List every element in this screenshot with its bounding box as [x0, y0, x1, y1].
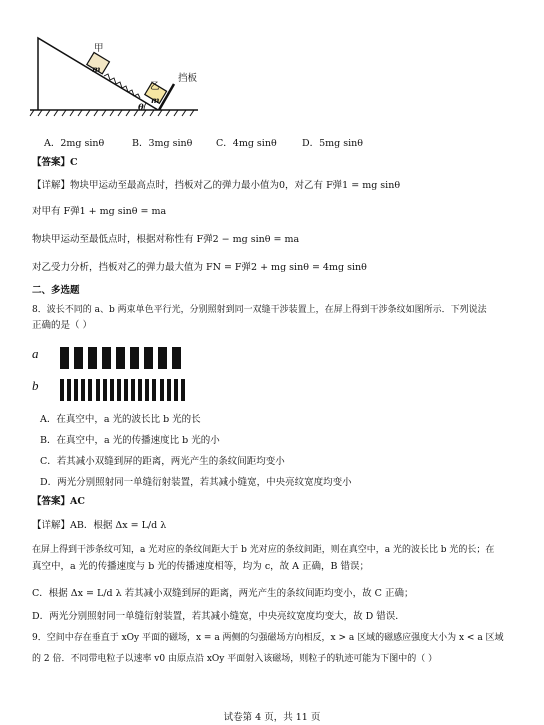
- page-footer: 试卷第 4 页，共 11 页: [223, 712, 321, 723]
- q8-detail-line2: 在屏上得到干涉条纹可知，a 光对应的条纹间距大于 b 光对应的条纹间距，则在真空中，a 光的波长比 b 光的长；在: [32, 545, 495, 555]
- fringe-bar: [67, 379, 71, 401]
- fringe-bar: [160, 379, 164, 401]
- q7-answer: 【答案】C: [32, 157, 78, 168]
- fringe-bar: [144, 347, 153, 369]
- fringe-bar: [88, 347, 97, 369]
- q7-option-b: B．3mg sinθ: [132, 138, 193, 149]
- fringe-bar: [124, 379, 128, 401]
- fringe-bar: [88, 379, 92, 401]
- q8-option-a: A．在真空中，a 光的波长比 b 光的长: [40, 414, 201, 425]
- fringe-bar: [152, 379, 156, 401]
- fringe-bar: [102, 347, 111, 369]
- q8-option-c: C．若其减小双缝到屏的距离，两光产生的条纹间距均变小: [40, 456, 285, 467]
- label-m-jia: m: [92, 64, 101, 74]
- q9-stem-line1: 9．空间中存在垂直于 xOy 平面的磁场，x = a 两侧的匀强磁场方向相反，x > a 区域的磁感应强度大小为 x < a 区域: [32, 633, 504, 643]
- fringe-bar: [74, 379, 78, 401]
- section-title: 二、多选题: [32, 285, 80, 296]
- incline-figure: [28, 34, 228, 124]
- q7-detail-line4: 对乙受力分析，挡板对乙的弹力最大值为 FN = F弹2 + mg sinθ = 4mg sinθ: [32, 262, 367, 273]
- q7-option-c: C．4mg sinθ: [216, 138, 277, 149]
- q8-answer: 【答案】AC: [32, 496, 85, 507]
- fringe-bar: [145, 379, 149, 401]
- fringe-bar: [131, 379, 135, 401]
- fringe-pattern-b: [60, 379, 190, 401]
- fringe-bar: [158, 347, 167, 369]
- q7-option-a: A．2mg sinθ: [44, 138, 105, 149]
- q8-detail-line1: 【详解】AB．根据 Δx = L/d λ: [32, 520, 167, 531]
- q7-detail-line2: 对甲有 F弹1 + mg sinθ = ma: [32, 206, 167, 217]
- q8-option-d: D．两光分别照射同一单缝衍射装置，若其减小缝宽，中央亮纹宽度均变小: [40, 477, 352, 488]
- label-jia: 甲: [94, 43, 104, 54]
- q7-option-d: D．5mg sinθ: [302, 138, 364, 149]
- label-theta: θ: [138, 103, 144, 113]
- q8-detail-line3: 真空中，a 光的传播速度与 b 光的传播速度相等，均为 c，故 A 正确，B 错误；: [32, 561, 370, 572]
- q8-detail-line4: C．根据 Δx = L/d λ 若其减小双缝到屏的距离，两光产生的条纹间距均变小，故 C 正确；: [32, 588, 414, 599]
- fringe-bar: [172, 347, 181, 369]
- pattern-b-label: b: [32, 378, 39, 393]
- q8-option-b: B．在真空中，a 光的传播速度比 b 光的小: [40, 435, 220, 446]
- q8-stem-line2: 正确的是（ ）: [32, 320, 93, 331]
- q7-detail-line1: 【详解】物块甲运动至最高点时，挡板对乙的弹力最小值为0，对乙有 F弹1 = mg sinθ: [32, 180, 401, 191]
- fringe-bar: [167, 379, 171, 401]
- fringe-bar: [103, 379, 107, 401]
- pattern-a-label: a: [32, 346, 39, 361]
- fringe-bar: [110, 379, 114, 401]
- fringe-bar: [60, 379, 64, 401]
- fringe-bar: [181, 379, 185, 401]
- fringe-bar: [174, 379, 178, 401]
- q7-detail-line3: 物块甲运动至最低点时，根据对称性有 F弹2 − mg sinθ = ma: [32, 234, 300, 245]
- q9-stem-line2: 的 2 倍．不同带电粒子以速率 v0 由原点沿 xOy 平面射入该磁场，则粒子的轨迹可能为下图中的（ ）: [32, 654, 438, 664]
- q8-stem-line1: 8．波长不同的 a、b 两束单色平行光，分别照射到同一双缝干涉装置上，在屏上得到干涉条纹如图所示．下列说法: [32, 305, 487, 315]
- label-yi: 乙: [150, 81, 160, 92]
- fringe-bar: [96, 379, 100, 401]
- fringe-bar: [138, 379, 142, 401]
- label-dangban: 挡板: [178, 73, 198, 84]
- fringe-bar: [81, 379, 85, 401]
- fringe-bar: [60, 347, 69, 369]
- q8-detail-line5: D．两光分别照射同一单缝衍射装置，若其减小缝宽，中央亮纹宽度均变大，故 D 错误．: [32, 611, 405, 622]
- fringe-bar: [117, 379, 121, 401]
- fringe-pattern-a: [60, 347, 190, 369]
- fringe-bar: [130, 347, 139, 369]
- fringe-bar: [74, 347, 83, 369]
- label-m-yi: m: [151, 95, 160, 105]
- fringe-bar: [116, 347, 125, 369]
